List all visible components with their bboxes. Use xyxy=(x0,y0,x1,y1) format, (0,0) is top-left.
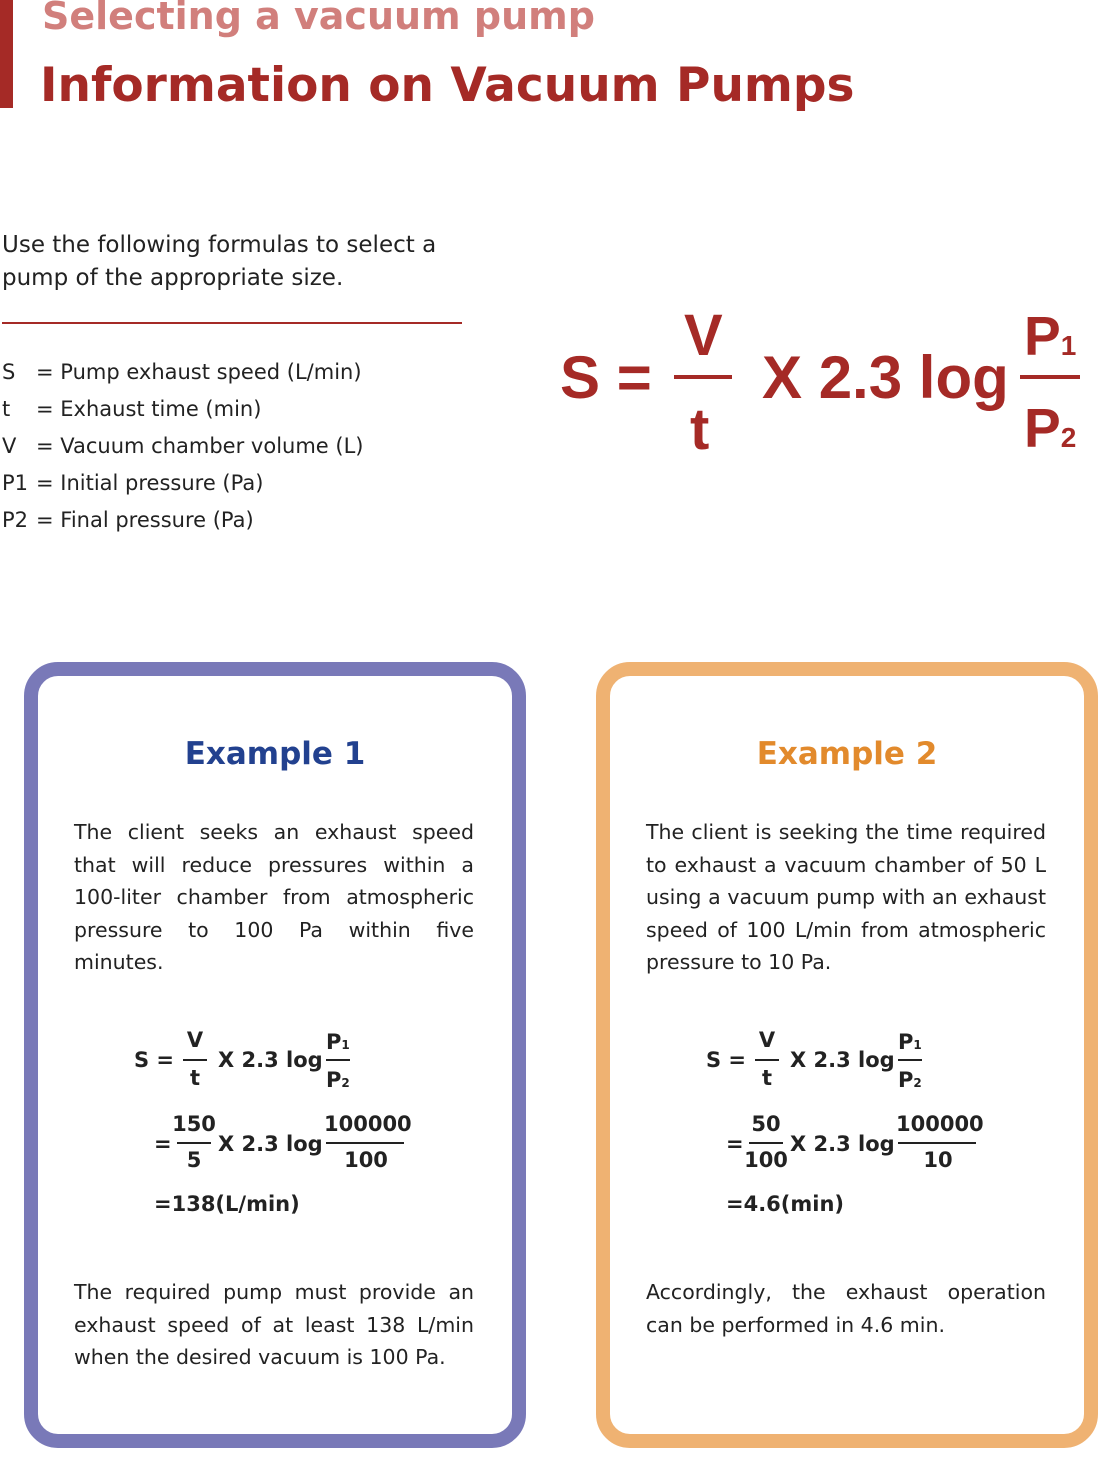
substitution-ratio-bar xyxy=(898,1142,976,1144)
definition-row xyxy=(2,394,363,431)
example-formula-lhs: S = xyxy=(706,1048,747,1072)
formula-log-term: X 2.3 log xyxy=(762,344,1009,411)
substitution-ratio-top: 100000 xyxy=(324,1112,412,1136)
example-formula-den: t xyxy=(189,1066,201,1090)
example-conclusion: The required pump must provide an exhaust speed of at least 138 L/min when the desired vacuum is 100 Pa. xyxy=(74,1280,474,1369)
example-formula-p1 xyxy=(898,1030,922,1057)
example-formula-p2 xyxy=(326,1068,350,1095)
example-pressure-bar xyxy=(898,1059,922,1061)
definition-text: = Pump exhaust speed (L/min) xyxy=(36,360,362,384)
formula-numerator: V xyxy=(684,303,723,368)
definition-text: = Vacuum chamber volume (L) xyxy=(36,434,364,458)
substitution-bar xyxy=(177,1142,211,1144)
formula-fraction-bar xyxy=(674,375,732,379)
definition-text: = Initial pressure (Pa) xyxy=(36,471,264,495)
definition-row xyxy=(2,505,363,542)
substitution-ratio-bar xyxy=(326,1142,404,1144)
p2-subscript: 2 xyxy=(913,1076,922,1090)
definition-row xyxy=(2,431,363,468)
example-title: Example 1 xyxy=(184,736,366,772)
p1-subscript: 1 xyxy=(913,1038,922,1052)
substitution-den: 5 xyxy=(186,1148,202,1172)
example-formula-p2 xyxy=(898,1068,922,1095)
example-formula-mid: X 2.3 log xyxy=(218,1048,323,1072)
p2-subscript: 2 xyxy=(341,1076,350,1090)
example-formula-bar xyxy=(755,1059,779,1061)
definition-symbol: S xyxy=(2,360,16,384)
substitution-equals: = xyxy=(726,1132,744,1156)
formula-denominator: t xyxy=(690,397,710,462)
p1-symbol: P xyxy=(898,1030,914,1054)
variable-definitions xyxy=(2,357,363,542)
example-formula-lhs: S = xyxy=(134,1048,175,1072)
formula-lhs: S = xyxy=(560,344,652,411)
page-subtitle: Selecting a vacuum pump xyxy=(42,0,595,38)
p1-subscript: 1 xyxy=(341,1038,350,1052)
formula-pressure-bar xyxy=(1020,375,1080,379)
substitution-num: 150 xyxy=(172,1112,216,1136)
intro-text: Use the following formulas to select a pump of the appropriate size. xyxy=(2,232,437,291)
formula-p2-subscript: 2 xyxy=(1060,422,1077,453)
definition-symbol: P1 xyxy=(2,471,29,495)
p2-symbol: P xyxy=(326,1068,342,1092)
definition-text: = Final pressure (Pa) xyxy=(36,508,254,532)
substitution-bar xyxy=(749,1142,783,1144)
formula-p1-symbol: P xyxy=(1024,305,1061,367)
substitution-ratio-bottom: 10 xyxy=(923,1148,953,1172)
example-result: =138(L/min) xyxy=(154,1192,300,1216)
substitution-mid: X 2.3 log xyxy=(790,1132,895,1156)
example-formula-mid: X 2.3 log xyxy=(790,1048,895,1072)
substitution-equals: = xyxy=(154,1132,172,1156)
substitution-num: 50 xyxy=(751,1112,781,1136)
example-pressure-bar xyxy=(326,1059,350,1061)
example-formula-den: t xyxy=(761,1066,773,1090)
substitution-ratio-top: 100000 xyxy=(896,1112,984,1136)
definition-row xyxy=(2,468,363,505)
example-formula-bar xyxy=(183,1059,207,1061)
example-description: The client seeks an exhaust speed that will reduce pressures within a 100-liter chamber from atmospheric pressure to 100 Pa within five minutes. xyxy=(74,820,474,974)
intro-divider xyxy=(2,322,462,324)
formula-p2 xyxy=(1024,396,1076,460)
example-title: Example 2 xyxy=(756,736,938,772)
definition-symbol: P2 xyxy=(2,508,29,532)
definition-symbol: t xyxy=(2,397,11,421)
definition-text: = Exhaust time (min) xyxy=(36,397,262,421)
formula-p2-symbol: P xyxy=(1024,397,1061,459)
substitution-mid: X 2.3 log xyxy=(218,1132,323,1156)
example-conclusion: Accordingly, the exhaust operation can be performed in 4.6 min. xyxy=(646,1280,1046,1337)
example-description: The client is seeking the time required to exhaust a vacuum chamber of 50 L using a vacuum pump with an exhaust speed of 100 L/min from atmospheric pressure to 10 Pa. xyxy=(646,820,1046,974)
p2-symbol: P xyxy=(898,1068,914,1092)
p1-symbol: P xyxy=(326,1030,342,1054)
example-result: =4.6(min) xyxy=(726,1192,845,1216)
definition-symbol: V xyxy=(2,434,17,458)
formula-p1-subscript: 1 xyxy=(1060,330,1077,361)
definition-row xyxy=(2,357,363,394)
header-accent-bar xyxy=(0,0,13,108)
formula-p1 xyxy=(1024,304,1076,368)
example-1-card xyxy=(24,662,526,1448)
substitution-ratio-bottom: 100 xyxy=(344,1148,388,1172)
example-formula-num: V xyxy=(758,1028,776,1052)
example-formula-p1 xyxy=(326,1030,350,1057)
substitution-den: 100 xyxy=(744,1148,788,1172)
example-2-card xyxy=(596,662,1098,1448)
page-title: Information on Vacuum Pumps xyxy=(40,58,855,113)
example-formula-num: V xyxy=(186,1028,204,1052)
